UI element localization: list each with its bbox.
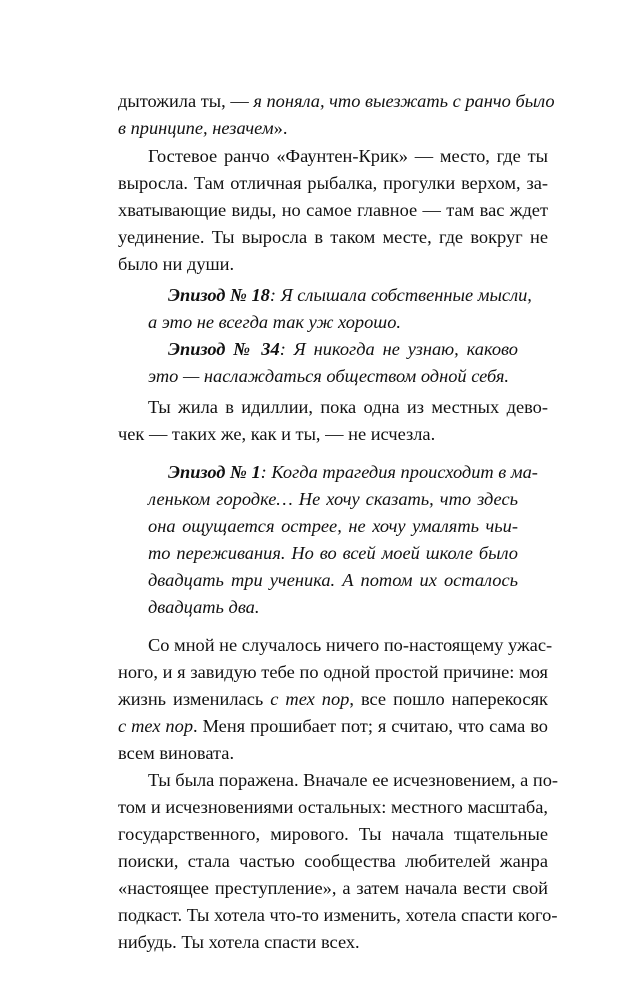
paragraph-5-line-2: том и исчезновениями остальных: местного масштаба, xyxy=(118,797,548,817)
paragraph-2-line-3: хватывающие виды, но самое главное — там вас ждет xyxy=(118,200,548,220)
quote-1-line-2: а это не всегда так уж хорошо. xyxy=(148,312,401,332)
paragraph-4-line-4 xyxy=(118,713,548,740)
paragraph-3-line-1: Ты жила в идиллии, пока одна из местных дево- xyxy=(148,397,548,417)
italic-run: я поняла, что выезжать с ранчо было xyxy=(253,91,555,111)
paragraph-2-line-5: было ни души. xyxy=(118,254,235,274)
italic-run: : Когда трагедия происходит в ма- xyxy=(260,462,538,482)
episode-label: Эпизод № 18 xyxy=(168,285,270,305)
italic-run: : Я никогда не узнаю, каково xyxy=(279,339,518,359)
paragraph-4-line-5: всем виновата. xyxy=(118,743,235,763)
quote-2-line-3: она ощущается острее, не хочу умалять чьи- xyxy=(148,516,518,536)
episode-label: Эпизод № 1 xyxy=(168,462,261,482)
quote-2-line-5: двадцать три ученика. А потом их осталось xyxy=(148,570,518,590)
paragraph-5-line-4: поиски, стала частью сообщества любителей жанра xyxy=(118,851,548,871)
text-run: ». xyxy=(273,118,288,138)
paragraph-1-line-1 xyxy=(118,88,555,115)
episode-label: Эпизод № 34 xyxy=(168,339,280,359)
paragraph-5-line-7: нибудь. Ты хотела спасти всех. xyxy=(118,932,360,952)
paragraph-3-line-2: чек — таких же, как и ты, — не исчезла. xyxy=(118,424,436,444)
text-run: , все пошло наперекосяк xyxy=(349,689,548,709)
quote-2-line-2: леньком городке… Не хочу сказать, что здесь xyxy=(148,489,518,509)
paragraph-4-line-3 xyxy=(118,686,548,713)
paragraph-5-line-5: «настоящее преступление», а затем начала вести свой xyxy=(118,878,548,898)
paragraph-5-line-6: подкаст. Ты хотела что-то изменить, хотела спасти кого- xyxy=(118,905,558,925)
paragraph-2-line-1: Гостевое ранчо «Фаунтен-Крик» — место, где ты xyxy=(148,146,548,166)
text-run: . Меня прошибает пот; я считаю, что сама во xyxy=(193,716,548,736)
paragraph-5-line-1: Ты была поражена. Вначале ее исчезновением, а по- xyxy=(148,770,559,790)
paragraph-5-line-3: государственного, мирового. Ты начала тщательные xyxy=(118,824,548,844)
quote-2-line-6: двадцать два. xyxy=(148,597,260,617)
quote-2-line-1 xyxy=(168,459,538,486)
text-run: жизнь изменилась xyxy=(118,689,271,709)
italic-run: с тех пор xyxy=(270,689,350,709)
paragraph-2-line-2: выросла. Там отличная рыбалка, прогулки верхом, за- xyxy=(118,173,548,193)
quote-1-line-4: это — наслаждаться обществом одной себя. xyxy=(148,366,509,386)
paragraph-4-line-2: ного, и я завидую тебе по одной простой причине: моя xyxy=(118,662,548,682)
quote-1-line-3 xyxy=(168,336,518,363)
italic-run: : Я слышала собственные мысли, xyxy=(269,285,532,305)
paragraph-2-line-4: уединение. Ты выросла в таком месте, где вокруг не xyxy=(118,227,548,247)
paragraph-4-line-1: Со мной не случалось ничего по-настоящему ужас- xyxy=(148,635,553,655)
text-run: дытожила ты, — xyxy=(118,91,254,111)
italic-run: с тех пор xyxy=(118,716,194,736)
italic-run: в принципе, незачем xyxy=(118,118,274,138)
paragraph-1-line-2 xyxy=(118,115,548,142)
quote-1-line-1 xyxy=(168,282,532,309)
quote-2-line-4: то переживания. Но во всей моей школе было xyxy=(148,543,518,563)
